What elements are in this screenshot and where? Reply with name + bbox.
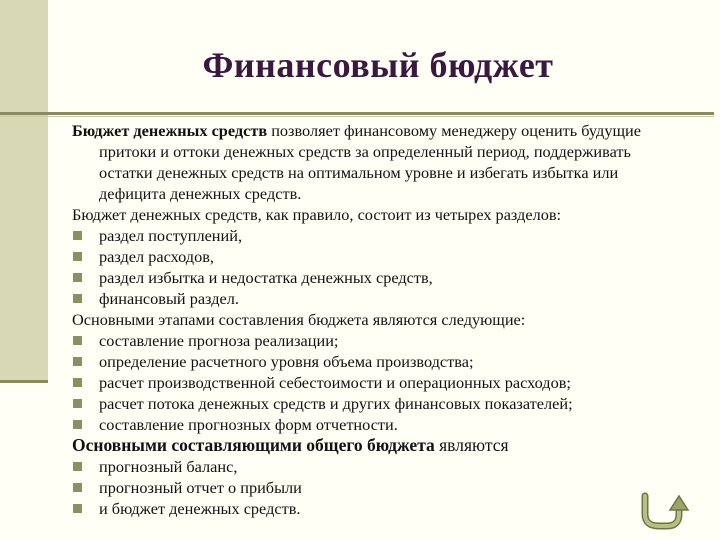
list-item-text: прогнозный баланс, [99,457,238,476]
stages-list [72,330,687,435]
square-bullet-icon [73,420,82,429]
list-item [72,477,687,498]
list-item-text: финансовый раздел. [99,289,239,308]
intro-text: позволяет финансовому менеджеру оценить будущие притоки и оттоки денежных средств за определенный период, поддерживать остатки денежных средств на оптимальном уровне и избегать избытка или дефицита денежных средств. [99,121,641,203]
list-item [72,456,687,477]
list-item-text: раздел избытка и недостатка денежных средств, [99,268,433,287]
list-item-text: раздел поступлений, [99,226,243,245]
sections-intro: Бюджет денежных средств, как правило, состоит из четырех разделов: [72,205,562,224]
title-divider-line [0,112,714,115]
components-text: являются [434,435,509,455]
list-item [72,288,687,309]
square-bullet-icon [73,294,82,303]
list-item-text: расчет потока денежных средств и других финансовых показателей; [99,394,573,413]
list-item-text: прогнозный отчет о прибыли [99,478,302,497]
square-bullet-icon [73,336,82,345]
list-item-text: раздел расходов, [99,247,214,266]
square-bullet-icon [73,357,82,366]
list-item-text: расчет производственной себестоимости и операционных расходов; [99,373,571,392]
list-item [72,225,687,246]
slide-title: Финансовый бюджет [202,45,554,85]
list-item [72,414,687,435]
components-bold-term: Основными составляющими общего бюджета [72,435,435,455]
side-band-divider [0,380,48,383]
intro-bold-term: Бюджет денежных средств [72,121,268,140]
side-decoration-band [0,0,48,383]
list-item-text: и бюджет денежных средств. [99,499,301,518]
components-intro [72,435,687,456]
list-item [72,498,687,519]
list-item-text: составление прогнозных форм отчетности. [99,415,398,434]
square-bullet-icon [73,273,82,282]
return-arrow-icon [637,492,689,532]
return-arrow-button[interactable] [637,492,689,532]
list-item [72,330,687,351]
square-bullet-icon [73,252,82,261]
square-bullet-icon [73,483,82,492]
list-item-text: составление прогноза реализации; [99,331,339,350]
stages-intro: Основными этапами составления бюджета являются следующие: [72,310,526,329]
square-bullet-icon [73,399,82,408]
slide-body [72,120,687,519]
list-item [72,267,687,288]
list-item [72,246,687,267]
title-divider-shadow [0,116,714,117]
list-item [72,372,687,393]
square-bullet-icon [73,231,82,240]
intro-paragraph [72,120,687,204]
list-item [72,351,687,372]
list-item-text: определение расчетного уровня объема производства; [99,352,474,371]
square-bullet-icon [73,504,82,513]
list-item [72,393,687,414]
sections-list [72,225,687,309]
square-bullet-icon [73,378,82,387]
components-list [72,456,687,519]
square-bullet-icon [73,462,82,471]
